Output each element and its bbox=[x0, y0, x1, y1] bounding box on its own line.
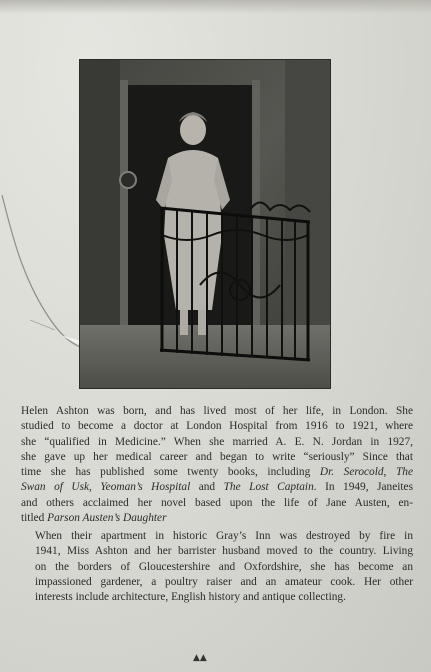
bio-paragraph-1 bbox=[21, 404, 413, 526]
author-photograph bbox=[80, 60, 330, 388]
bio-line bbox=[21, 465, 413, 480]
bio-paragraph-2 bbox=[21, 529, 413, 605]
photo-image bbox=[80, 60, 330, 388]
bio-line: interests include architecture, English history and antique collecting. bbox=[35, 591, 346, 603]
book-title: The Lost Captain bbox=[223, 481, 314, 494]
bio-line: 1941, Miss Ashton and her barrister husband moved to the country. Living bbox=[35, 545, 413, 558]
bio-line bbox=[21, 511, 413, 526]
book-title: Swan of Usk, Yeoman’s Hospital bbox=[21, 481, 191, 494]
bio-line: she “qualified in Medicine.” When she married A. E. N. Jordan in 1927, bbox=[21, 435, 413, 448]
book-title: Dr. Serocold, The bbox=[319, 466, 413, 478]
cover-top-edge bbox=[0, 0, 431, 14]
bio-line: and others acclaimed her novel based upon the life of Jane Austen, en- bbox=[21, 496, 413, 509]
author-biography bbox=[21, 404, 413, 605]
bio-line: impassioned gardener, a poultry raiser and an amateur cook. Her other bbox=[35, 575, 413, 588]
bio-line: Helen Ashton was born, and has lived most of her life, in London. She bbox=[21, 405, 413, 417]
bio-line: studied to become a doctor at London Hospital from 1916 to 1921, where bbox=[21, 420, 413, 433]
bio-line: When their apartment in historic Gray’s Inn was destroyed by fire in bbox=[35, 530, 413, 542]
bio-line: on the borders of Gloucestershire and Oxfordshire, she has become an bbox=[35, 560, 413, 573]
bio-text: and bbox=[190, 481, 224, 494]
bio-text: . In 1949, Janeites bbox=[313, 481, 413, 494]
book-title: Parson Austen’s Daughter bbox=[47, 511, 167, 524]
bio-text: titled bbox=[21, 511, 48, 524]
bio-line: she gave up her medical career and began to write “seriously” Since that bbox=[21, 450, 413, 463]
publisher-mark: ▲▲ bbox=[193, 653, 207, 663]
bio-text: time she has published some twenty books, including bbox=[21, 466, 320, 478]
bio-line bbox=[21, 480, 413, 495]
